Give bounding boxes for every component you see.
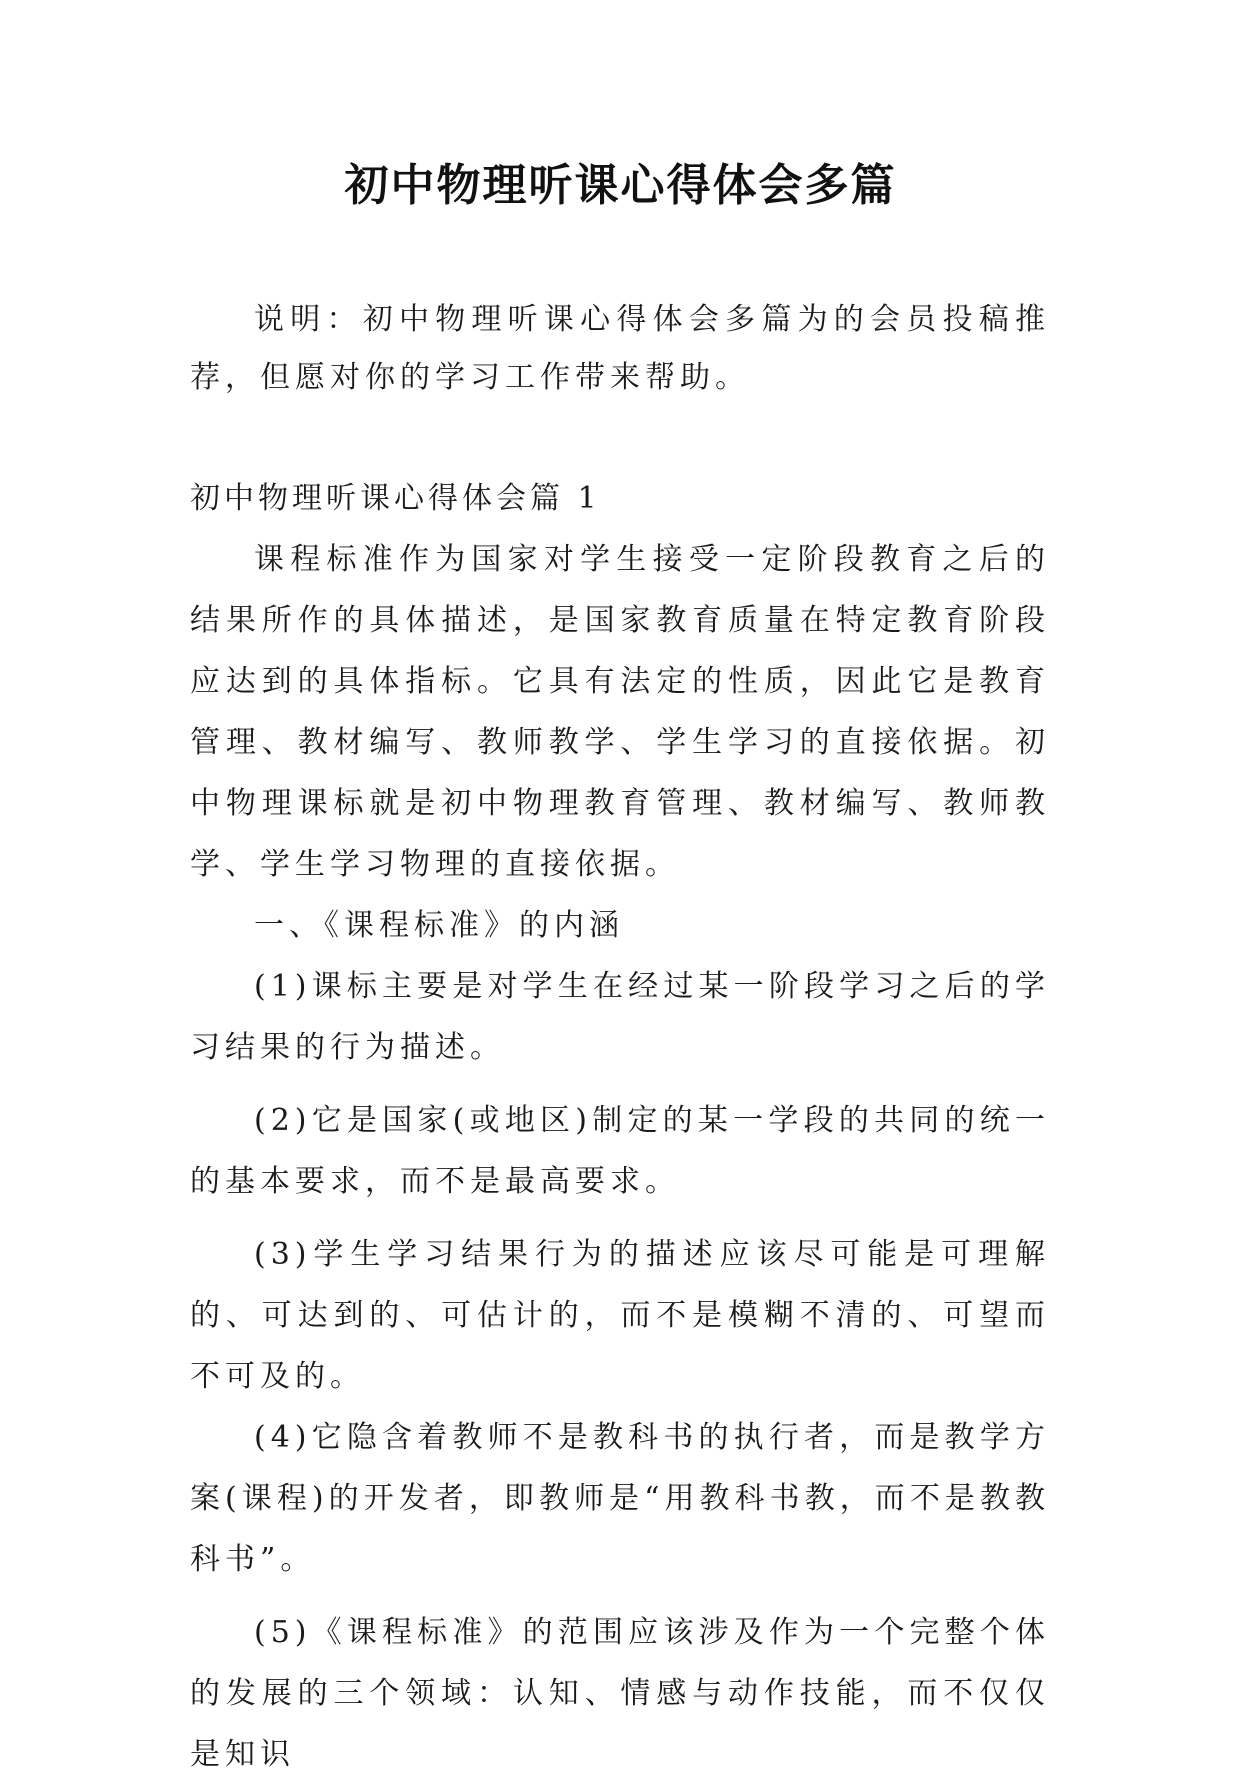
section-1 xyxy=(190,468,1050,1785)
list-item: (4)它隐含着教师不是教科书的执行者，而是教学方案(课程)的开发者，即教师是“用教科书教，而不是教教科书”。 xyxy=(190,1420,1050,1577)
intro-paragraph: 说明：初中物理听课心得体会多篇为的会员投稿推荐，但愿对你的学习工作带来帮助。 xyxy=(190,302,1050,395)
paragraph: 课程标准作为国家对学生接受一定阶段教育之后的结果所作的具体描述，是国家教育质量在特定教育阶段应达到的具体指标。它具有法定的性质，因此它是教育管理、教材编写、教师教学、学生学习的直接依据。初中物理课标就是初中物理教育管理、教材编写、教师教学、学生学习物理的直接依据。 xyxy=(190,542,1050,882)
list-item: (5)《课程标准》的范围应该涉及作为一个完整个体的发展的三个领域：认知、情感与动作技能，而不仅仅是知识 xyxy=(190,1615,1050,1772)
intro-block xyxy=(190,291,1050,407)
list-item: (1)课标主要是对学生在经过某一阶段学习之后的学习结果的行为描述。 xyxy=(190,969,1050,1065)
document-title: 初中物理听课心得体会多篇 xyxy=(344,160,897,211)
subheading: 一、《课程标准》的内涵 xyxy=(254,908,624,943)
section-heading: 初中物理听课心得体会篇 1 xyxy=(190,481,601,516)
list-item: (3)学生学习结果行为的描述应该尽可能是可理解的、可达到的、可估计的，而不是模糊不清的、可望而不可及的。 xyxy=(190,1237,1050,1394)
list-item: (2)它是国家(或地区)制定的某一学段的共同的统一的基本要求，而不是最高要求。 xyxy=(190,1103,1050,1199)
